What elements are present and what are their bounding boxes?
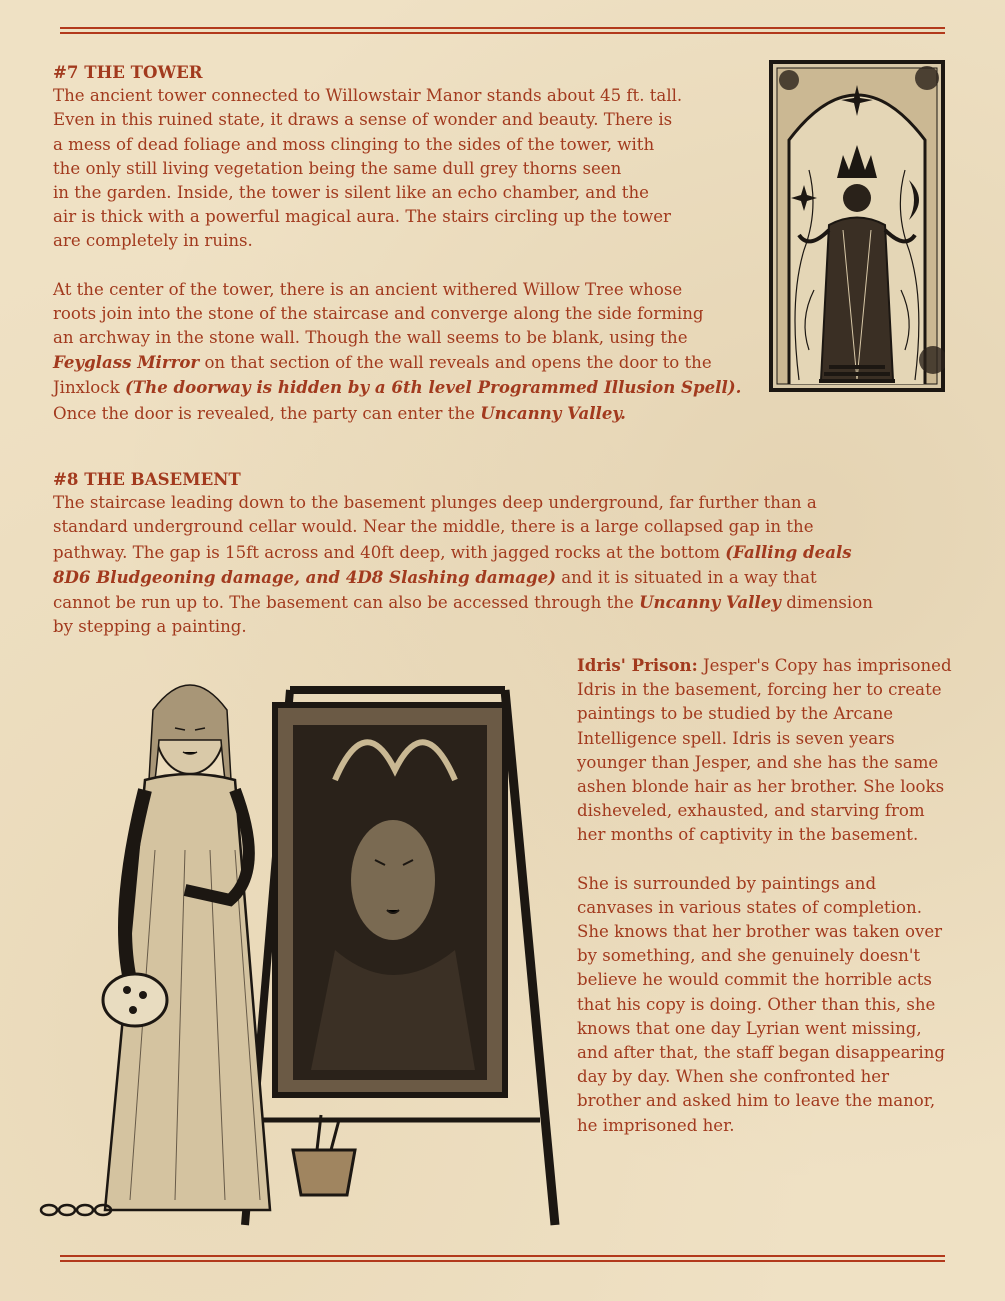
text-line: She knows that her brother was taken over [577,922,943,942]
idris-painting-illustration [35,650,565,1230]
text-span: Once the door is revealed, the party can enter the [53,403,481,423]
emphasis-falling-damage: (Falling deals [725,541,852,562]
emphasis-feyglass-mirror: Feyglass Mirror [53,352,200,373]
text-line: At the center of the tower, there is an ancient withered Willow Tree whose [53,279,683,299]
text-line: canvases in various states of completion. [577,897,922,917]
text-line: younger than Jesper, and she has the same [577,752,939,772]
text-line: and after that, the staff began disappearing [577,1043,946,1063]
text-line: day by day. When she confronted her [577,1067,890,1087]
text-line [577,653,992,678]
text-line: disheveled, exhausted, and starving from [577,801,925,821]
paragraph [53,84,765,253]
emphasis-damage-dice: 8D6 Bludgeoning damage, and 4D8 Slashing damage) [53,566,556,587]
text-line [53,350,765,375]
text-line [53,540,953,565]
text-line: brother and asked him to leave the manor, [577,1091,936,1111]
section-heading: #7 THE TOWER [53,62,203,82]
text-line: She is surrounded by paintings and [577,873,877,893]
text-line [53,590,953,615]
text-line: paintings to be studied by the Arcane [577,704,894,724]
text-line: by stepping a painting. [53,617,247,637]
idris-prison-label: Idris' Prison: [577,655,698,675]
bottom-rule [60,1255,945,1262]
emphasis-illusion-note: (The doorway is hidden by a 6th level Programmed Illusion Spell). [124,377,742,398]
text-line: in the garden. Inside, the tower is silent like an echo chamber, and the [53,183,649,203]
text-line: Even in this ruined state, it draws a sense of wonder and beauty. There is [53,110,673,130]
text-span: Jesper's Copy has imprisoned [697,656,952,675]
text-line: a mess of dead foliage and moss clinging to the sides of the tower, with [53,134,655,154]
top-rule [60,27,945,34]
text-line: ashen blonde hair as her brother. She looks [577,777,945,797]
text-line: Idris in the basement, forcing her to create [577,680,942,700]
text-span: and it is situated in a way that [556,567,817,587]
text-line: standard underground cellar would. Near the middle, there is a large collapsed gap in the [53,517,814,537]
text-line: by something, and she genuinely doesn't [577,946,921,966]
text-line: are completely in ruins. [53,231,253,251]
text-line: knows that one day Lyrian went missing, [577,1018,922,1038]
text-line: that his copy is doing. Other than this, she [577,994,936,1014]
idris-prison-block [577,653,992,1138]
section-tower [53,60,765,426]
text-line [53,565,953,590]
emphasis-uncanny-valley: Uncanny Valley. [480,402,626,423]
text-span: on that section of the wall reveals and opens the door to the [199,353,712,373]
section-heading: #8 THE BASEMENT [53,469,241,489]
text-line [53,401,765,426]
tower-tarot-illustration [769,60,945,392]
text-line: an archway in the stone wall. Though the wall seems to be blank, using the [53,328,688,348]
text-line: The ancient tower connected to Willowstair Manor stands about 45 ft. tall. [53,86,683,106]
text-line: he imprisoned her. [577,1115,735,1135]
text-line: air is thick with a powerful magical aura. The stairs circling up the tower [53,207,671,227]
emphasis-uncanny-valley: Uncanny Valley [639,592,781,613]
text-line: roots join into the stone of the staircase and converge along the side forming [53,303,704,323]
text-span: cannot be run up to. The basement can also be accessed through the [53,593,640,613]
text-span: pathway. The gap is 15ft across and 40ft deep, with jagged rocks at the bottom [53,542,726,562]
text-line: The staircase leading down to the basement plunges deep underground, far further than a [53,493,817,513]
text-span: dimension [780,593,873,613]
text-line: believe he would commit the horrible acts [577,970,932,990]
text-line [53,375,765,400]
palette-icon [103,974,167,1026]
section-basement [53,467,953,639]
text-span: Jinxlock [53,378,125,398]
text-line: the only still living vegetation being the same dull grey thorns seen [53,158,622,178]
paragraph [53,278,765,426]
text-line: Intelligence spell. Idris is seven years [577,728,895,748]
text-line: her months of captivity in the basement. [577,825,919,845]
